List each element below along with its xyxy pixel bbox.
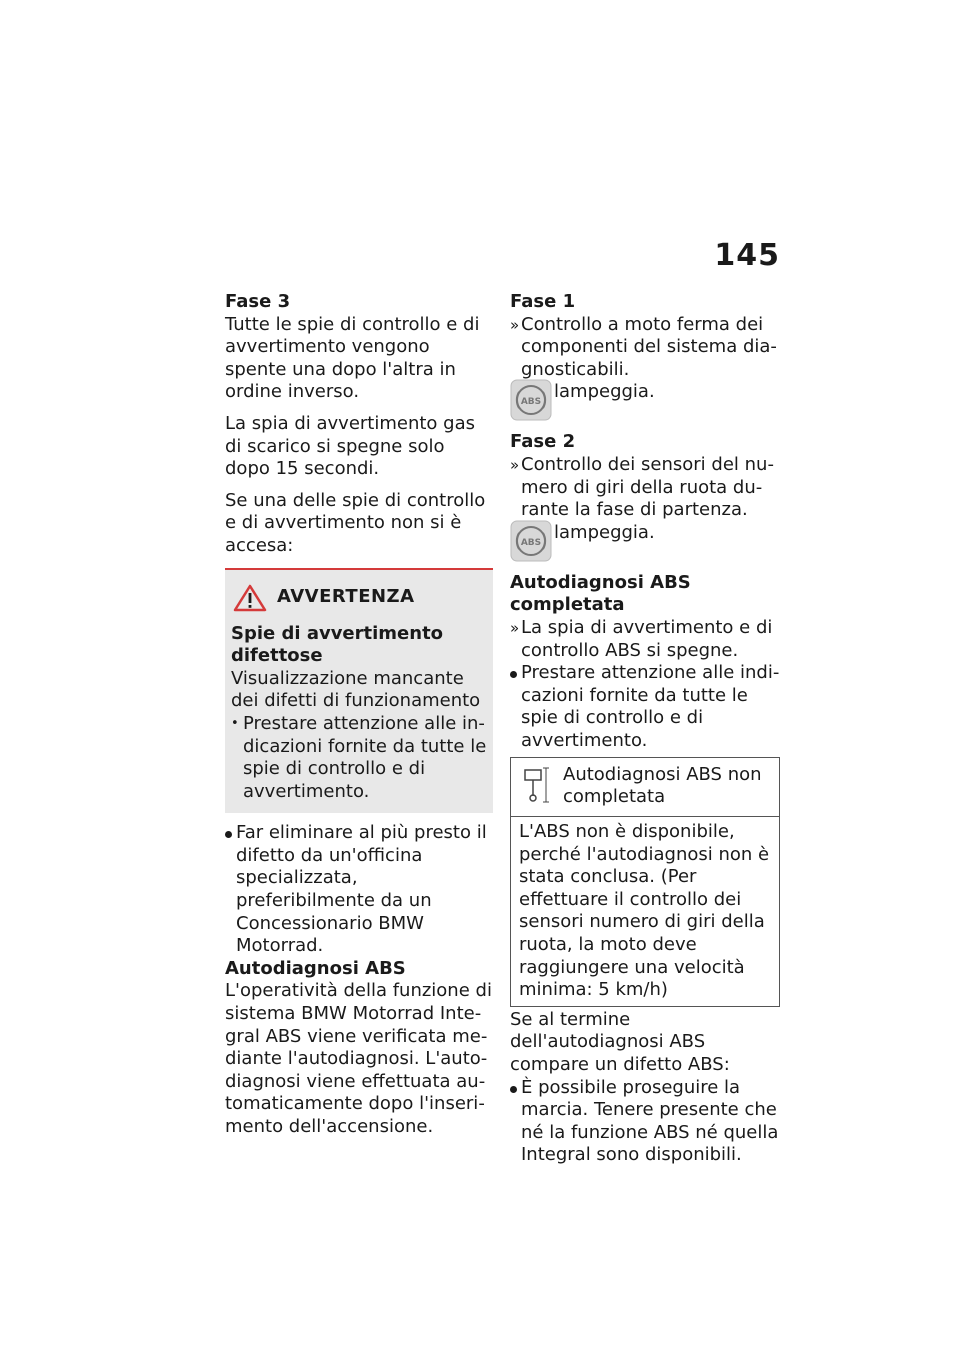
- abs-warning-icon: [510, 379, 552, 421]
- left-column: [225, 291, 493, 1148]
- svg-text:ABS: ABS: [520, 537, 542, 548]
- bullet-dot: [225, 831, 232, 838]
- warning-bullet: • Prestare attenzione alle indicazioni fornite da tutte le spie di controllo e di avvertimento.: [231, 713, 489, 803]
- fase1-item: » Controllo a moto ferma dei componenti del sistema diagnosticabili.: [510, 314, 780, 382]
- bullet-dot: [510, 1086, 517, 1093]
- done-item: » La spia di avvertimento e di controllo ABS si spegne.: [510, 617, 780, 662]
- fase1-item-text: Controllo a moto ferma dei componenti del sistema diagnosticabili.: [521, 313, 777, 380]
- done-item-text: La spia di avvertimento e di controllo ABS si spegne.: [521, 616, 773, 661]
- done-action-text: Prestare attenzione alle indicazioni fornite da tutte le spie di controllo e di avvertimento.: [521, 662, 780, 751]
- fase3-paragraph-3: Se una delle spie di controllo e di avvertimento non si è accesa:: [225, 489, 486, 556]
- fase1-title: Fase 1: [510, 291, 576, 312]
- done-action: [510, 662, 780, 752]
- done-title: Autodiagnosi ABS completata: [510, 571, 691, 616]
- ruler-icon: [519, 764, 553, 804]
- action-item: [225, 822, 493, 958]
- page-number: 145: [714, 238, 780, 273]
- abs-warning-icon: [510, 520, 552, 562]
- info-table-header: [511, 758, 779, 818]
- fase3-paragraph-1: Tutte le spie di controllo e di avvertimento vengono spente una dopo l'altra in ordine inverso.: [225, 313, 480, 403]
- fase2-item-text: Controllo dei sensori del numero di giri della ruota durante la fase di partenza.: [521, 453, 774, 521]
- abs-title: Autodiagnosi ABS: [225, 957, 406, 979]
- fase1-icon-text: lampeggia.: [554, 381, 655, 403]
- svg-text:ABS: ABS: [520, 397, 542, 408]
- fase2-title: Fase 2: [510, 431, 576, 453]
- warning-box: [225, 568, 493, 814]
- right-column: [510, 291, 780, 1167]
- info-table-header-text: Autodiagnosi ABS non completata: [563, 763, 762, 808]
- info-table-body: L'ABS non è disponibile, perché l'autodiagnosi non è stata conclusa. (Per effettuare il controllo dei sensori numero di giri della ruota, la moto deve raggiungere una velocità minima: 5 km/h): [519, 821, 770, 1001]
- fase2-icon-text: lampeggia.: [554, 521, 655, 543]
- fase1-icon-line: [510, 381, 780, 421]
- bullet-dot: [510, 671, 517, 678]
- abs-paragraph: L'operatività della funzione di sistema BMW Motorrad Integral ABS viene verificata mediante l'autodiagnosi. L'autodiagnosi viene effettuata automaticamente dopo l'inserimento dell'accensione.: [225, 980, 492, 1137]
- fase2-item: » Controllo dei sensori del numero di giri della ruota durante la fase di partenza.: [510, 454, 780, 522]
- end-action: [510, 1077, 780, 1167]
- end-action-text: È possibile proseguire la marcia. Tenere presente che né la funzione ABS né quella Integral sono disponibili.: [521, 1076, 779, 1166]
- warning-bullet-text: Prestare attenzione alle indicazioni fornite da tutte le spie di controllo e di avvertimento.: [243, 712, 487, 802]
- fase3-title: Fase 3: [225, 291, 291, 312]
- warning-title: AVVERTENZA: [277, 586, 415, 608]
- fase2-icon-line: [510, 522, 780, 562]
- warning-description: Visualizzazione mancante dei difetti di funzionamento: [231, 667, 481, 712]
- warning-triangle-icon: [233, 584, 267, 612]
- warning-subtitle: Spie di avvertimento difettose: [231, 622, 444, 667]
- info-table: [510, 757, 780, 1007]
- warning-header: [231, 584, 489, 612]
- end-text: Se al termine dell'autodiagnosi ABS compare un difetto ABS:: [510, 1008, 730, 1076]
- fase3-paragraph-2: La spia di avvertimento gas di scarico si spegne solo dopo 15 secondi.: [225, 412, 475, 480]
- action-text: Far eliminare al più presto il difetto da un'officina specializzata, preferibilmente da un Concessionario BMW Motorrad.: [236, 822, 487, 957]
